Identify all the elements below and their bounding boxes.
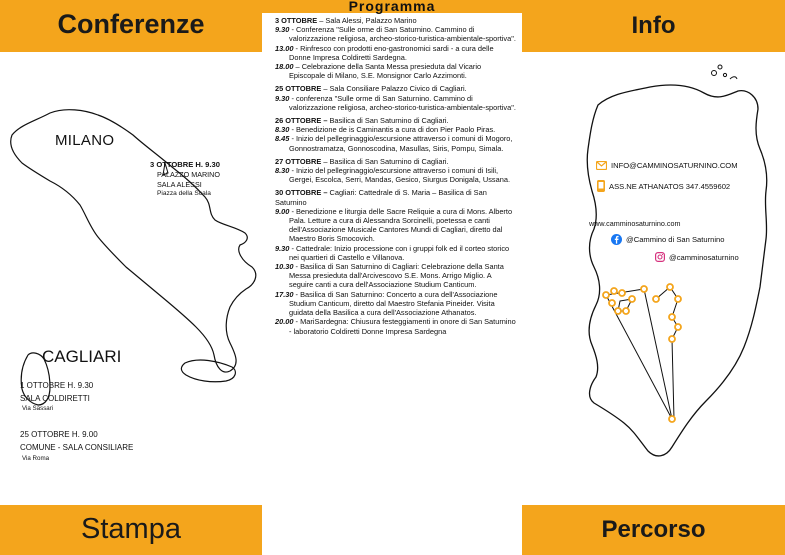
program-day bbox=[275, 157, 517, 185]
item-desc: - Benedizione de is Caminantis a cura di don Pier Paolo Piras. bbox=[289, 125, 496, 135]
association-text: ASS.NE ATHANATOS 347.4559602 bbox=[609, 181, 731, 191]
program-item bbox=[275, 166, 517, 184]
cagliari-event-1-address: Via Sassari bbox=[22, 405, 54, 412]
day-location: – Sala Consiliare Palazzo Civico di Cagliari. bbox=[321, 84, 467, 94]
item-desc: - MariSardegna: Chiusura festeggiamenti in onore di San Saturnino - laboratorio Coldiretti Donne Impresa Sardegna bbox=[289, 317, 516, 336]
program-day bbox=[275, 84, 517, 112]
phone-icon bbox=[597, 180, 605, 192]
day-heading: 3 OTTOBRE bbox=[275, 16, 318, 25]
stampa-footer bbox=[0, 505, 262, 555]
item-desc: - Conferenza "Sulle orme di San Saturnino. Cammino di valorizzazione religiosa, archeo-storico-turistica-ambientale-sportiva". bbox=[289, 25, 516, 44]
item-desc: – Celebrazione della Santa Messa presieduta dal Vicario Episcopale di Milano, S.E. Monsignor Carlo Azzimonti. bbox=[289, 62, 482, 81]
program-item bbox=[275, 94, 517, 112]
program-item bbox=[275, 25, 517, 43]
item-time: 20.00 bbox=[275, 317, 294, 327]
program-item bbox=[275, 134, 517, 152]
info-header bbox=[522, 0, 785, 52]
percorso-footer bbox=[522, 505, 785, 555]
sardinia-map-illustration bbox=[522, 55, 785, 500]
milano-date: 3 OTTOBRE H. 9.30 bbox=[150, 160, 220, 169]
route-path bbox=[606, 287, 678, 419]
item-desc: - Inizio del pellegrinaggio/escursione attraverso i comuni di Isili, Gergei, Escolca, Serri, Mandas, Gesico, Siurgus Donigala, Ussana. bbox=[289, 166, 510, 185]
item-time: 8.30 bbox=[275, 166, 290, 176]
website-link[interactable]: www.camminosaturnino.com bbox=[589, 219, 681, 228]
item-time: 9.00 bbox=[275, 206, 290, 216]
item-time: 8.45 bbox=[275, 134, 290, 144]
stampa-title: Stampa bbox=[81, 513, 181, 545]
item-desc: - Rinfresco con prodotti eno-gastronomici sardi - a cura delle Donne Impresa Coldiretti Sardegna. bbox=[289, 43, 494, 62]
day-location: – Basilica di San Saturnino di Cagliari. bbox=[321, 156, 449, 166]
program-day bbox=[275, 188, 517, 335]
item-time: 17.30 bbox=[275, 289, 294, 299]
day-location: Cagliari: Cattedrale di S. Maria – Basilica di San Saturnino bbox=[275, 188, 487, 207]
item-time: 10.30 bbox=[275, 262, 294, 272]
program-item bbox=[275, 125, 517, 134]
cagliari-event-2-date: 25 OTTOBRE H. 9.00 bbox=[20, 430, 98, 439]
cagliari-event-2-place: COMUNE - SALA CONSILIARE bbox=[20, 443, 134, 452]
day-heading: 26 OTTOBRE – bbox=[275, 116, 328, 126]
percorso-title: Percorso bbox=[601, 516, 706, 543]
item-time: 8.30 bbox=[275, 125, 290, 135]
milano-label: MILANO bbox=[55, 132, 115, 149]
milano-place: PALAZZO MARINO bbox=[157, 170, 220, 179]
item-desc: - Basilica di San Saturnino: Concerto a cura dell'Associazione Studium Canticum, diretto dal Maestro Stefania Pineider. Visita guidata della Basilica a cura dell'Associazione Athanatos. bbox=[289, 289, 498, 318]
item-desc: - Inizio del pellegrinaggio/escursione attraverso i comuni di Mogoro, Gonnostramatza, Gonnoscodina, Masullas, Siris, Pompu, Simala. bbox=[289, 134, 513, 153]
envelope-icon bbox=[596, 161, 607, 170]
program-list bbox=[275, 16, 517, 336]
programma-title: Programma bbox=[348, 0, 436, 14]
instagram-text: @camminosaturnino bbox=[669, 252, 739, 262]
item-time: 9.30 bbox=[275, 25, 290, 35]
email-text: INFO@CAMMINOSATURNINO.COM bbox=[611, 161, 738, 170]
milano-address: Piazza della Scala bbox=[157, 190, 211, 197]
programma-header bbox=[262, 0, 522, 13]
cagliari-event-1-place: SALA COLDIRETTI bbox=[20, 394, 90, 403]
email-contact[interactable] bbox=[596, 161, 738, 170]
item-desc: - conferenza "Sulle orme di San Saturnino. Cammino di valorizzazione religiosa, archeo-storico-turistica-ambientale-sportiva". bbox=[289, 93, 516, 112]
day-location: – Sala Alessi, Palazzo Marino bbox=[317, 16, 417, 25]
program-item bbox=[275, 262, 517, 290]
item-desc: - Benedizione e liturgia delle Sacre Reliquie a cura di Mons. Alberto Pala. Letture a cura di Alessandra Sorcinelli, poetessa e canti dell'Associazione Musicale Cantores Mundi di Cagliari, diretto dal Maestro Boris Smocovich. bbox=[289, 206, 513, 244]
day-heading: 25 OTTOBRE bbox=[275, 84, 322, 94]
item-desc: - Cattedrale: Inizio processione con i gruppi folk ed il corteo storico nei quartieri di Castello e Villanova. bbox=[289, 243, 510, 262]
cagliari-event-2-address: Via Roma bbox=[22, 455, 50, 462]
instagram-link[interactable] bbox=[655, 252, 739, 262]
info-title: Info bbox=[631, 12, 676, 39]
day-location: Basilica di San Saturnino di Cagliari. bbox=[327, 116, 449, 126]
association-contact bbox=[597, 180, 730, 192]
day-heading: 27 OTTOBRE bbox=[275, 156, 322, 166]
program-item bbox=[275, 244, 517, 262]
instagram-icon bbox=[655, 252, 665, 262]
item-time: 9.30 bbox=[275, 243, 290, 253]
cagliari-label: CAGLIARI bbox=[42, 347, 122, 366]
program-item bbox=[275, 44, 517, 62]
item-time: 13.00 bbox=[275, 43, 294, 53]
day-heading: 30 OTTOBRE – bbox=[275, 188, 328, 198]
conferenze-header bbox=[0, 0, 262, 52]
route-stops bbox=[603, 284, 681, 422]
item-desc: - Basilica di San Saturnino di Cagliari: Celebrazione della Santa Messa presieduta dall'Arcivescovo S.E. Mons. Arrigo Miglio. A seguire canti a cura dell'Associazione Studium Canticum. bbox=[289, 262, 504, 290]
milano-room: SALA ALESSI bbox=[157, 180, 202, 189]
program-item bbox=[275, 207, 517, 244]
facebook-icon bbox=[611, 234, 622, 245]
item-time: 9.30 bbox=[275, 93, 290, 103]
program-item bbox=[275, 290, 517, 318]
facebook-link[interactable] bbox=[611, 234, 724, 245]
program-day bbox=[275, 16, 517, 80]
program-item bbox=[275, 317, 517, 335]
cagliari-event-1-date: 1 OTTOBRE H. 9.30 bbox=[20, 381, 94, 390]
facebook-text: @Cammino di San Saturnino bbox=[626, 235, 725, 244]
program-item bbox=[275, 62, 517, 80]
conferenze-title: Conferenze bbox=[57, 9, 205, 39]
program-day bbox=[275, 116, 517, 153]
item-time: 18.00 bbox=[275, 62, 294, 72]
